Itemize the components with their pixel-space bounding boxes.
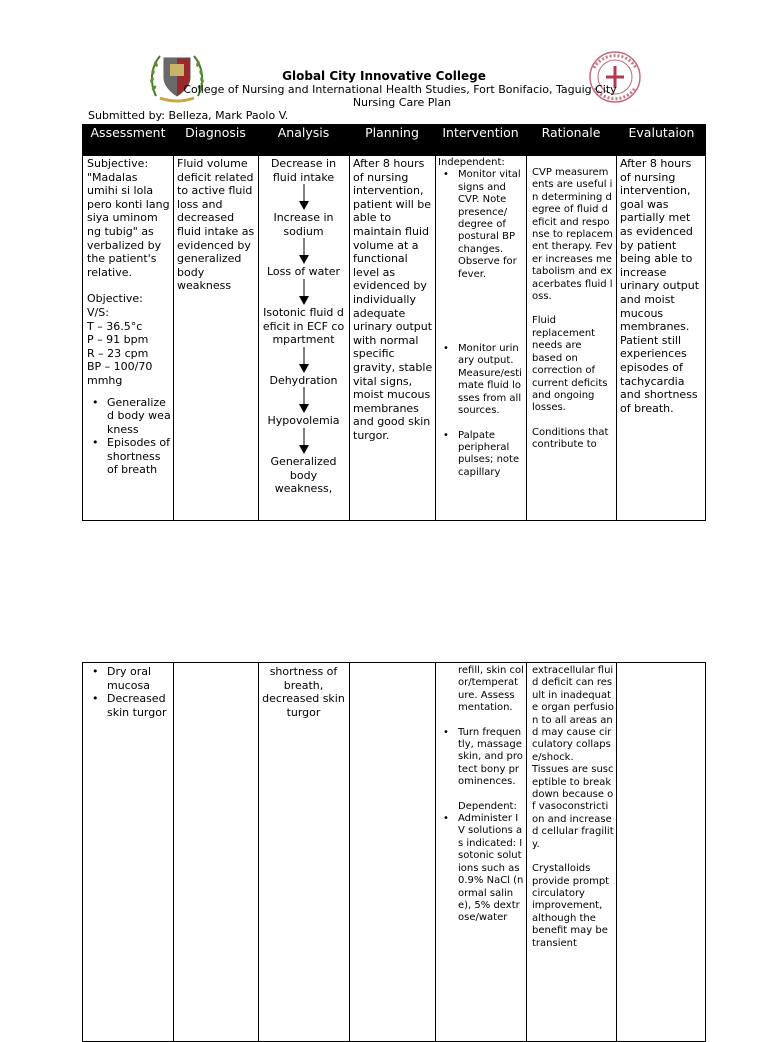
dependent-label: Dependent: xyxy=(458,800,517,812)
planning-cell: After 8 hours of nursing intervention, patient will be able to maintain fluid volume at a functional level as evidenced by individually adequate urinary output with normal specific gravity, stable vital signs, moist mucous membranes and good skin turgor. xyxy=(353,157,433,442)
intervention-item: • Turn frequently, massage skin, and protect bony prominences. xyxy=(438,727,524,789)
analysis-step: Increase in sodium xyxy=(273,211,334,238)
analysis-step: Generalized body weakness, xyxy=(270,454,337,496)
assessment-cell xyxy=(87,157,171,477)
down-arrow-icon xyxy=(298,238,310,265)
intervention-item: • Palpate peripheral pulses; note capillary xyxy=(438,430,524,480)
vs-label: V/S: xyxy=(87,305,109,319)
document-title: Nursing Care Plan xyxy=(352,96,452,109)
assessment-bullet: • Decreased skin turgor xyxy=(87,692,171,719)
college-title: Global City Innovative College xyxy=(282,69,486,83)
analysis-step: Loss of water xyxy=(266,265,341,279)
col-header-planning: Planning xyxy=(365,125,419,140)
submitted-by: Submitted by: Belleza, Mark Paolo V. xyxy=(88,109,289,122)
col-header-analysis: Analysis xyxy=(277,125,330,140)
col-header-diagnosis: Diagnosis xyxy=(185,125,246,140)
care-plan-table-page-2 xyxy=(82,662,706,1042)
vital-temperature: T – 36.5°c xyxy=(87,319,143,333)
rationale-item: Conditions that contribute to xyxy=(532,426,609,451)
assessment-bullet: • Episodes of shortness of breath xyxy=(87,436,171,477)
independent-label: Independent: xyxy=(438,157,505,168)
analysis-cell-cont: shortness of breath, decreased skin turgor xyxy=(262,665,345,719)
down-arrow-icon xyxy=(298,279,310,306)
rationale-cell-cont xyxy=(532,665,614,950)
col-header-intervention: Intervention xyxy=(442,125,519,140)
assessment-bullet: • Generalized body weakness xyxy=(87,396,171,437)
down-arrow-icon xyxy=(298,184,310,211)
subjective-label: Subjective: xyxy=(87,157,149,170)
vital-bp: BP – 100/70 mmhg xyxy=(87,360,153,387)
assessment-bullet: • Dry oral mucosa xyxy=(87,665,171,692)
down-arrow-icon xyxy=(298,428,310,455)
analysis-step: Hypovolemia xyxy=(267,414,340,428)
col-header-assessment: Assessment xyxy=(90,125,166,140)
subjective-text: "Madalas umihi si lola pero konti lang siya uminom ng tubig" as verbalized by the patient's relative. xyxy=(87,170,170,279)
col-header-evaluation: Evalutaion xyxy=(628,125,695,140)
rationale-item: CVP measurements are useful in determining degree of fluid deficit and response to replacement therapy. Fever increases metabolism and exacerbates fluid loss. xyxy=(532,167,613,303)
col-header-rationale: Rationale xyxy=(541,125,601,140)
analysis-step: Isotonic fluid deficit in ECF compartment xyxy=(262,305,345,347)
intervention-item: • Administer IV solutions as indicated: Isotonic solutions such as 0.9% NaCl (normal saline), 5% dextrose/water xyxy=(438,813,524,925)
intervention-cell-cont xyxy=(438,665,524,925)
evaluation-cell: After 8 hours of nursing intervention, goal was partially met as evidenced by patient being able to increase urinary output and moist mucous membranes. Patient still experiences episodes of tachycardia and shortness of breath. xyxy=(620,157,700,415)
objective-label: Objective: xyxy=(87,292,143,306)
department-line: College of Nursing and International Health Studies, Fort Bonifacio, Taguig City xyxy=(183,83,617,96)
table-header-row xyxy=(83,125,705,156)
intervention-cell xyxy=(438,157,524,479)
intervention-item: • Monitor vital signs and CVP. Note presence/ degree of postural BP changes. Observe for fever. xyxy=(438,169,524,281)
rationale-cell xyxy=(532,167,614,452)
rationale-item: Tissues are susceptible to breakdown because of vasoconstriction and increased cellular fragility. xyxy=(532,764,614,850)
rationale-item: Fluid replacement needs are based on correction of current deficits and ongoing losses. xyxy=(532,315,608,414)
intervention-item: • Monitor urinary output. Measure/estimate fluid losses from all sources. xyxy=(438,343,524,417)
analysis-step: Dehydration xyxy=(269,373,338,387)
assessment-cell-cont xyxy=(87,665,171,719)
rationale-item: Crystalloids provide prompt circulatory improvement, although the benefit may be transient xyxy=(532,863,610,949)
down-arrow-icon xyxy=(298,387,310,414)
vital-respiration: R – 23 cpm xyxy=(87,346,149,360)
care-plan-table-page-1 xyxy=(82,124,706,521)
analysis-step: Decrease in fluid intake xyxy=(270,157,337,184)
down-arrow-icon xyxy=(298,347,310,374)
rationale-item: extracellular fluid deficit can result in inadequate organ perfusion to all areas and may cause circulatory collapse/shock. xyxy=(532,665,614,763)
vital-pulse: P – 91 bpm xyxy=(87,333,149,347)
intervention-continued: refill, skin color/temperature. Assess mentation. xyxy=(458,665,524,714)
diagnosis-cell: Fluid volume deficit related to active fluid loss and decreased fluid intake as evidenced by generalized body weakness xyxy=(177,157,255,293)
analysis-cell xyxy=(260,157,347,496)
